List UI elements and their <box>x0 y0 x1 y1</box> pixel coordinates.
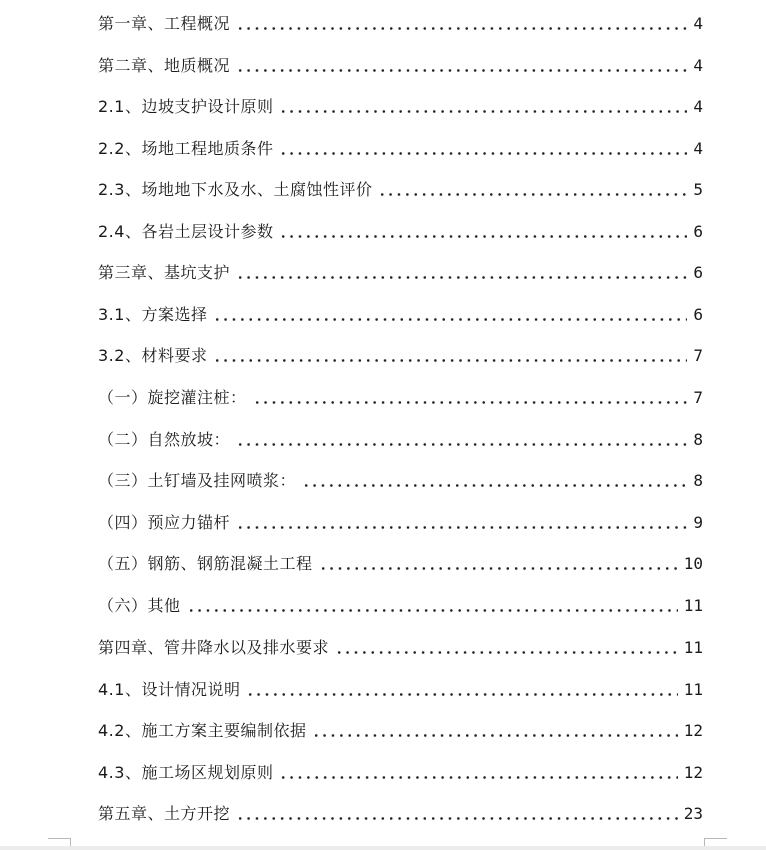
toc-entry[interactable] <box>98 176 703 200</box>
dot-leader <box>319 567 678 570</box>
toc-entry-page: 4 <box>693 14 703 33</box>
toc-entry[interactable] <box>98 717 703 741</box>
dot-leader <box>213 359 687 362</box>
toc-entry-page: 11 <box>683 638 703 657</box>
toc-entry[interactable] <box>98 800 703 824</box>
toc-entry[interactable] <box>98 759 703 783</box>
toc-entry-title: （一）旋挖灌注桩： <box>98 388 247 407</box>
toc-entry[interactable] <box>98 218 703 242</box>
toc-entry[interactable] <box>98 135 703 159</box>
dot-leader <box>279 235 687 238</box>
toc-entry[interactable] <box>98 10 703 34</box>
page-bottom-edge <box>0 846 766 850</box>
toc-entry[interactable] <box>98 301 703 325</box>
dot-leader <box>236 27 687 30</box>
toc-entry-page: 23 <box>683 804 703 823</box>
dot-leader <box>187 609 678 612</box>
dot-leader <box>335 651 678 654</box>
toc-entry-title: 2.1、边坡支护设计原则 <box>98 97 274 116</box>
toc-entry[interactable] <box>98 426 703 450</box>
toc-entry-title: 2.4、各岩土层设计参数 <box>98 222 274 241</box>
toc-entry[interactable] <box>98 592 703 616</box>
toc-entry-title: 3.1、方案选择 <box>98 305 208 324</box>
toc-entry-page: 5 <box>693 180 703 199</box>
toc-entry[interactable] <box>98 384 703 408</box>
toc-entry-page: 9 <box>693 513 703 532</box>
toc-entry-title: （三）土钉墙及挂网喷浆： <box>98 471 297 490</box>
dot-leader <box>312 734 677 737</box>
toc-entry-page: 4 <box>693 97 703 116</box>
dot-leader <box>236 276 687 279</box>
toc-entry-title: 4.1、设计情况说明 <box>98 680 241 699</box>
toc-entry-page: 10 <box>683 554 703 573</box>
toc-entry-title: （四）预应力锚杆 <box>98 513 231 532</box>
toc-entry-page: 11 <box>683 596 703 615</box>
toc-entry[interactable] <box>98 509 703 533</box>
toc-entry-title: 2.2、场地工程地质条件 <box>98 139 274 158</box>
toc-entry[interactable] <box>98 550 703 574</box>
dot-leader <box>302 484 687 487</box>
toc-entry-page: 6 <box>693 305 703 324</box>
toc-entry-page: 12 <box>683 721 703 740</box>
dot-leader <box>213 318 687 321</box>
toc-entry-title: 第五章、土方开挖 <box>98 804 231 823</box>
dot-leader <box>236 817 678 820</box>
dot-leader <box>253 401 688 404</box>
dot-leader <box>378 193 687 196</box>
toc-entry-title: 第三章、基坑支护 <box>98 263 231 282</box>
toc-entry-page: 4 <box>693 56 703 75</box>
toc-entry-page: 12 <box>683 763 703 782</box>
toc-entry-page: 8 <box>693 471 703 490</box>
dot-leader <box>246 693 677 696</box>
dot-leader <box>236 443 687 446</box>
toc-entry-title: 4.2、施工方案主要编制依据 <box>98 721 307 740</box>
toc-entry-title: （五）钢筋、钢筋混凝土工程 <box>98 554 313 573</box>
toc-entry[interactable] <box>98 467 703 491</box>
dot-leader <box>236 69 687 72</box>
dot-leader <box>236 526 687 529</box>
toc-entry-page: 7 <box>693 388 703 407</box>
toc-entry[interactable] <box>98 634 703 658</box>
toc-entry[interactable] <box>98 52 703 76</box>
toc-entry-page: 6 <box>693 222 703 241</box>
toc-entry-title: （六）其他 <box>98 596 181 615</box>
toc-entry-title: 2.3、场地地下水及水、土腐蚀性评价 <box>98 180 373 199</box>
toc-entry-page: 6 <box>693 263 703 282</box>
toc-entry-title: 3.2、材料要求 <box>98 346 208 365</box>
toc-entry-title: 第二章、地质概况 <box>98 56 231 75</box>
toc-entry-page: 11 <box>683 680 703 699</box>
toc-entry-page: 4 <box>693 139 703 158</box>
toc-entry-page: 8 <box>693 430 703 449</box>
toc-entry[interactable] <box>98 676 703 700</box>
dot-leader <box>279 110 687 113</box>
dot-leader <box>279 776 677 779</box>
dot-leader <box>279 152 687 155</box>
toc-entry[interactable] <box>98 93 703 117</box>
toc-entry-title: 4.3、施工场区规划原则 <box>98 763 274 782</box>
toc-entry-title: 第一章、工程概况 <box>98 14 231 33</box>
toc-entry-title: 第四章、管井降水以及排水要求 <box>98 638 330 657</box>
toc-entry[interactable] <box>98 342 703 366</box>
toc-entry-title: （二）自然放坡： <box>98 430 231 449</box>
toc-entry[interactable] <box>98 259 703 283</box>
toc-entry-page: 7 <box>693 346 703 365</box>
